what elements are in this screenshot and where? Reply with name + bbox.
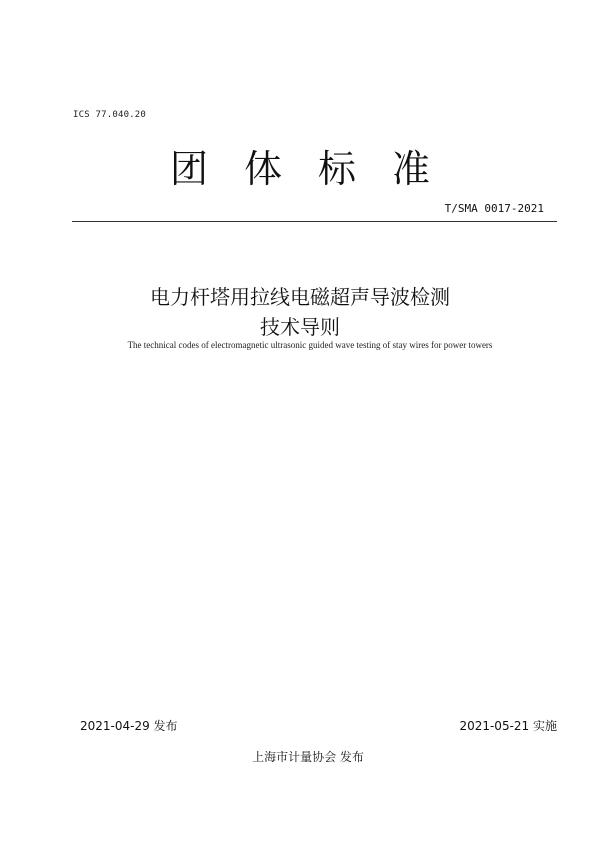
standard-number: T/SMA 0017-2021: [444, 202, 544, 215]
standard-type-heading: 团体标准: [169, 147, 466, 191]
document-title-english: The technical codes of electromagnetic ultrasonic guided wave testing of stay wires for power towers: [127, 340, 493, 350]
ics-code: ICS 77.040.20: [73, 110, 147, 120]
implementation-date: 2021-05-21 实施: [459, 719, 557, 733]
header-divider: [72, 221, 557, 222]
issue-date: 2021-04-29 发布: [80, 719, 178, 733]
publisher: 上海市计量协会 发布: [252, 750, 364, 764]
document-title-line-1: 电力杆塔用拉线电磁超声导波检测: [150, 285, 450, 309]
document-title-line-2: 技术导则: [260, 315, 340, 339]
